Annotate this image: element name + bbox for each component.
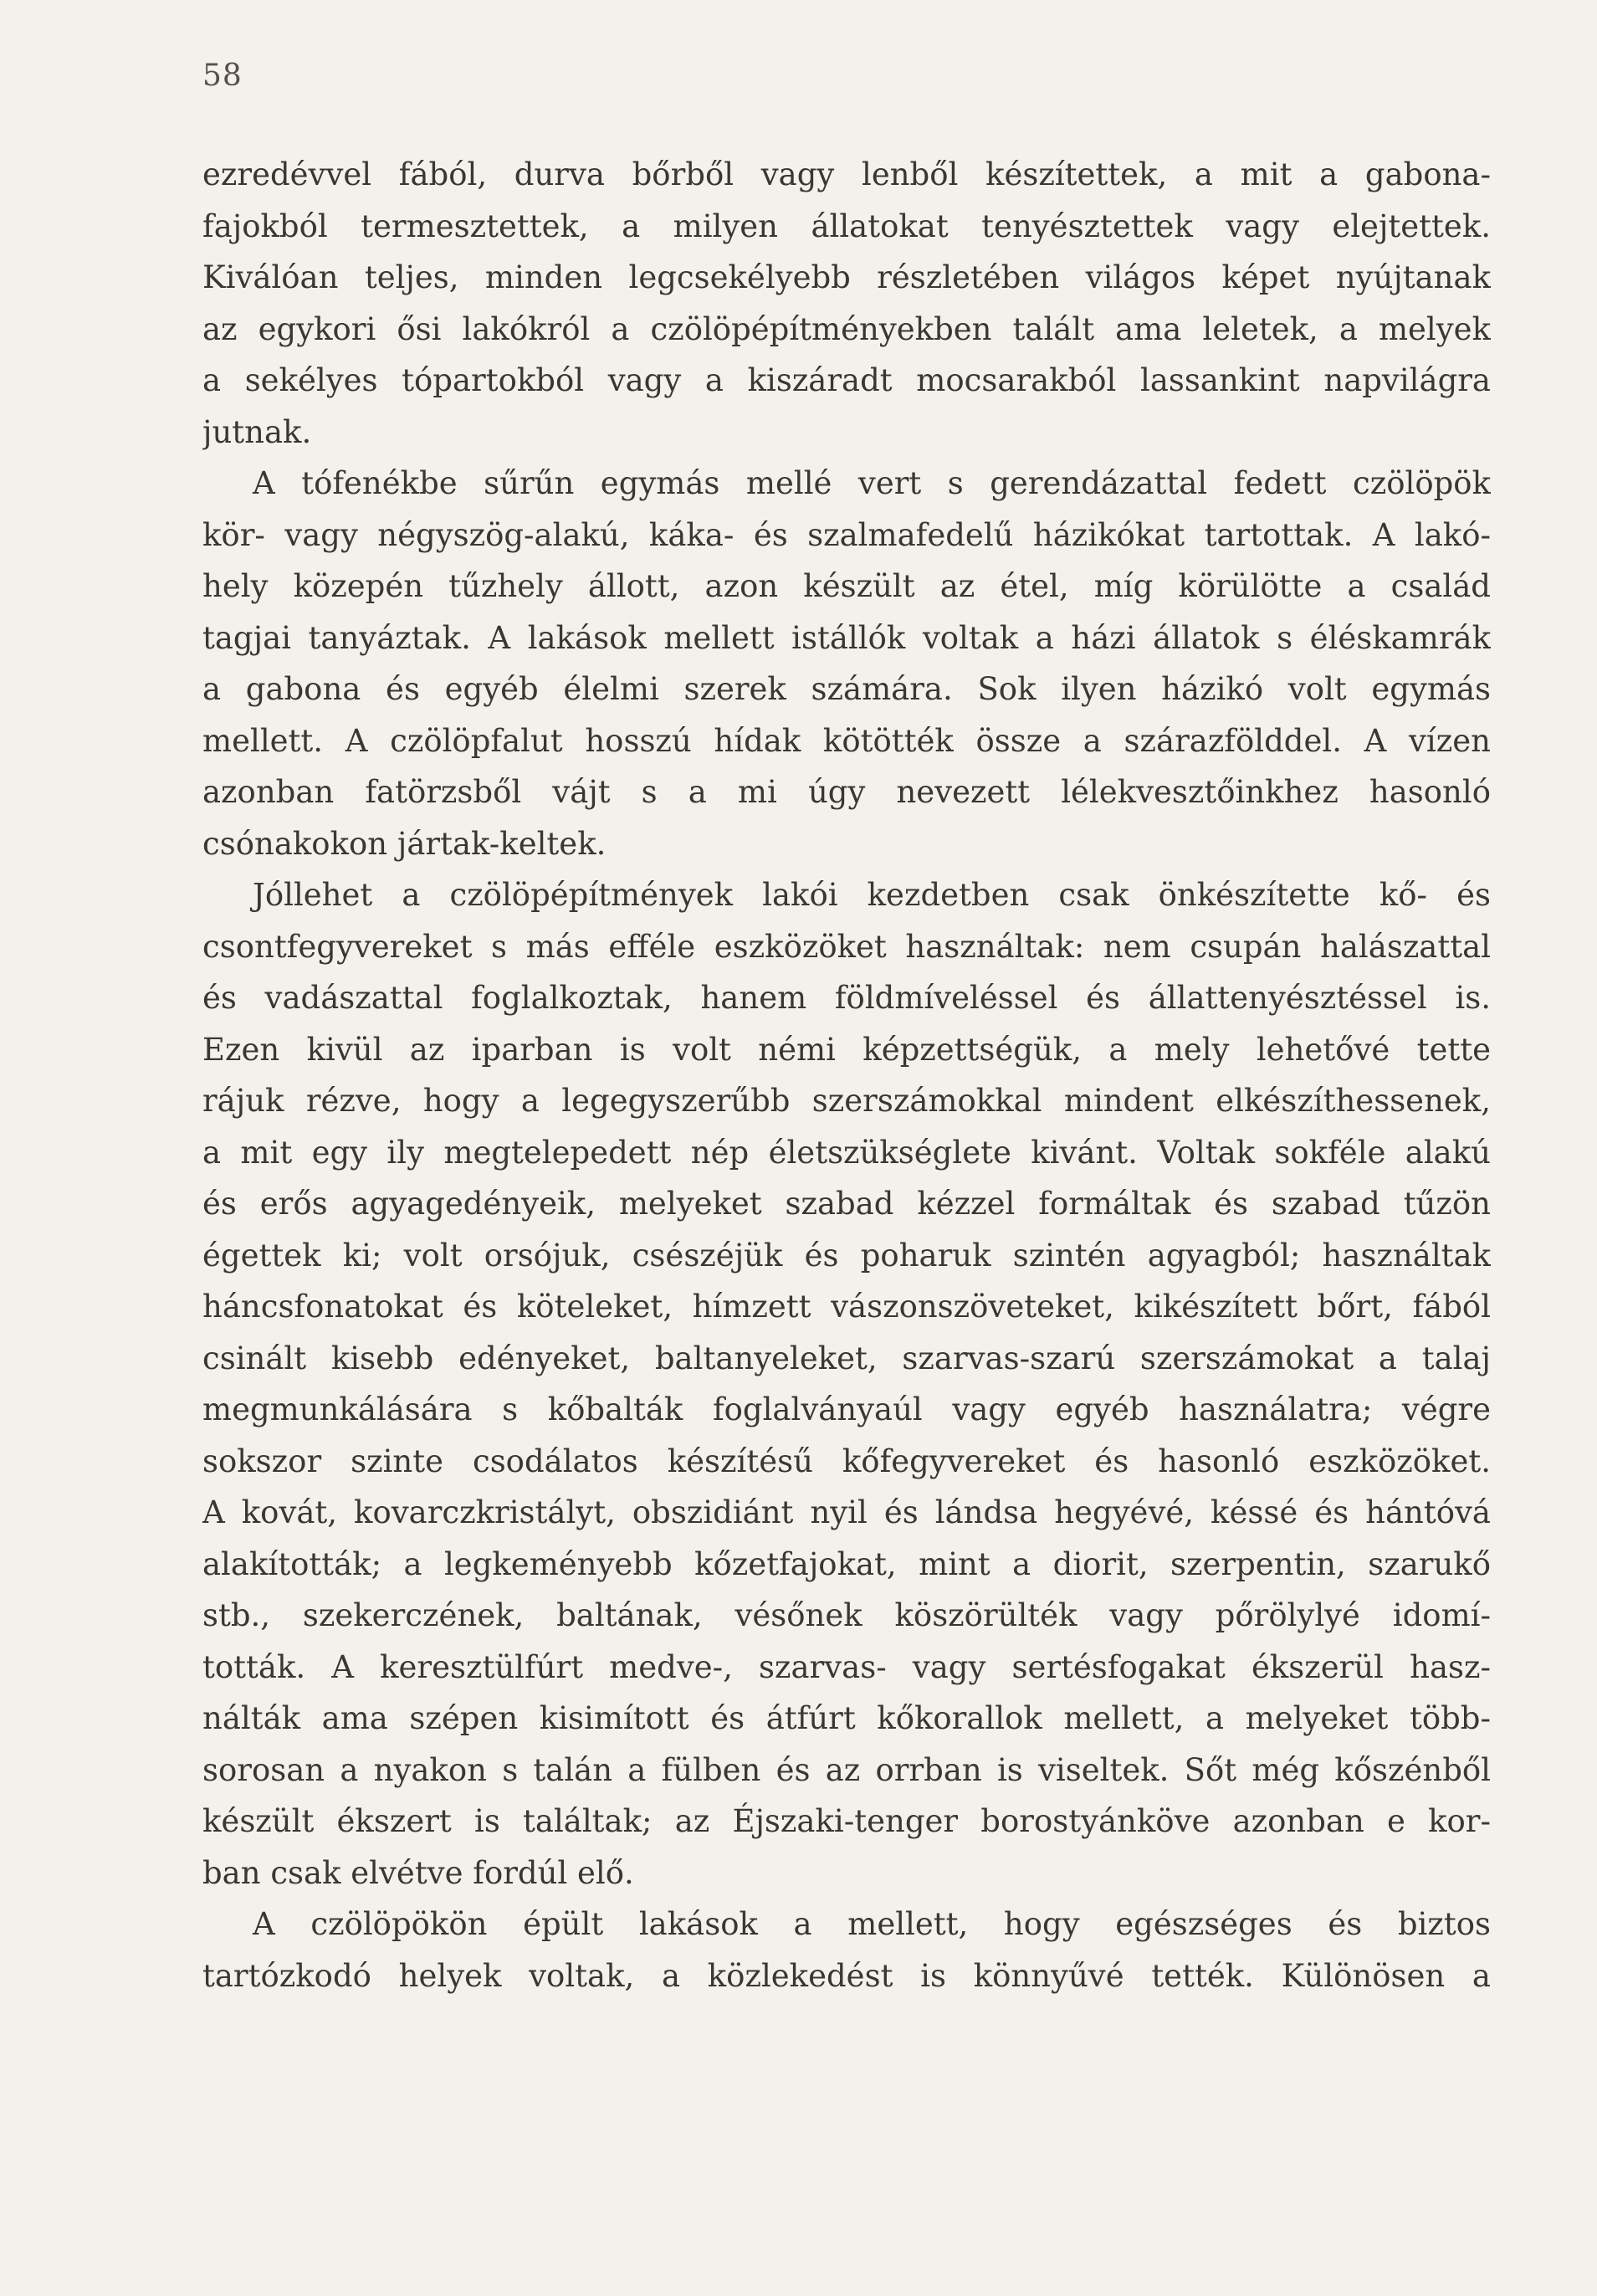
text-line: csinált kisebb edényeket, baltanyeleket, szarvas-szarú szerszámokat a talaj: [202, 1340, 1491, 1376]
text-line: rájuk rézve, hogy a legegyszerűbb szerszámokkal mindent elkészíthessenek,: [202, 1083, 1491, 1119]
text-line: készült ékszert is találtak; az Éjszaki-tenger borostyánköve azonban e kor-: [202, 1803, 1491, 1839]
paragraph-first-line: Jóllehet a czölöpépítmények lakói kezdetben csak önkészítette kő- és: [253, 877, 1491, 913]
text-line: hely közepén tűzhely állott, azon készült az étel, míg körülötte a család: [202, 568, 1491, 604]
text-line: ban csak elvétve fordúl elő.: [202, 1854, 634, 1891]
text-line: égettek ki; volt orsójuk, csészéjük és poharuk szintén agyagból; használtak: [202, 1237, 1491, 1274]
text-line: a mit egy ily megtelepedett nép életszükséglete kivánt. Voltak sokféle alakú: [202, 1134, 1491, 1171]
text-line: jutnak.: [202, 413, 312, 450]
text-line: tagjai tanyáztak. A lakások mellett istállók voltak a házi állatok s éléskamrák: [202, 619, 1491, 656]
text-line: megmunkálására s kőbalták foglalványaúl vagy egyéb használatra; végre: [202, 1391, 1491, 1427]
text-line: sokszor szinte csodálatos készítésű kőfegyvereket és hasonló eszközöket.: [202, 1443, 1491, 1479]
text-line: mellett. A czölöpfalut hosszú hídak kötötték össze a szárazfölddel. A vízen: [202, 722, 1491, 759]
text-line: csontfegyvereket s más efféle eszközöket használtak: nem csupán halászattal: [202, 928, 1491, 965]
text-line: tották. A keresztülfúrt medve-, szarvas- vagy sertésfogakat ékszerül hasz-: [202, 1648, 1491, 1685]
paragraph-first-line: A czölöpökön épült lakások a mellett, hogy egészséges és biztos: [253, 1906, 1491, 1942]
text-line: azonban fatörzsből vájt s a mi úgy nevezett lélekvesztőinkhez hasonló: [202, 774, 1491, 810]
paragraph-first-line: A tófenékbe sűrűn egymás mellé vert s gerendázattal fedett czölöpök: [253, 465, 1491, 501]
text-line: Ezen kivül az iparban is volt némi képzettségük, a mely lehetővé tette: [202, 1031, 1491, 1068]
text-line: tartózkodó helyek voltak, a közlekedést is könnyűvé tették. Különösen a: [202, 1957, 1491, 1994]
text-line: a sekélyes tópartokból vagy a kiszáradt mocsarakból lassankint napvilágra: [202, 362, 1491, 398]
text-line: alakították; a legkeményebb kőzetfajokat, mint a diorit, szerpentin, szarukő: [202, 1545, 1491, 1582]
text-line: és vadászattal foglalkoztak, hanem földmíveléssel és állattenyésztéssel is.: [202, 980, 1491, 1016]
page-number: 58: [202, 59, 243, 93]
text-line: ezredévvel fából, durva bőrből vagy lenből készítettek, a mit a gabona-: [202, 156, 1491, 192]
text-line: csónakokon jártak-keltek.: [202, 825, 607, 862]
text-line: háncsfonatokat és köteleket, hímzett vászonszöveteket, kikészített bőrt, fából: [202, 1289, 1491, 1325]
text-line: a gabona és egyéb élelmi szerek számára. Sok ilyen házikó volt egymás: [202, 671, 1491, 707]
text-line: fajokból termesztettek, a milyen állatokat tenyésztettek vagy elejtettek.: [202, 208, 1491, 244]
text-line: nálták ama szépen kisimított és átfúrt kőkorallok mellett, a melyeket több-: [202, 1700, 1491, 1736]
text-line: A kovát, kovarczkristályt, obszidiánt nyil és lándsa hegyévé, késsé és hántóvá: [202, 1494, 1491, 1530]
text-line: kör- vagy négyszög-alakú, káka- és szalmafedelű házikókat tartottak. A lakó-: [202, 516, 1491, 553]
text-line: stb., szekerczének, baltának, vésőnek köszörülték vagy pőrölylyé idomí-: [202, 1597, 1491, 1633]
text-line: és erős agyagedényeik, melyeket szabad kézzel formáltak és szabad tűzön: [202, 1186, 1491, 1222]
body-text: [202, 149, 1491, 2001]
text-line: Kiválóan teljes, minden legcsekélyebb részletében világos képet nyújtanak: [202, 259, 1491, 295]
text-line: az egykori ősi lakókról a czölöpépítményekben talált ama leletek, a melyek: [202, 310, 1491, 347]
text-line: sorosan a nyakon s talán a fülben és az orrban is viseltek. Sőt még kőszénből: [202, 1751, 1491, 1788]
